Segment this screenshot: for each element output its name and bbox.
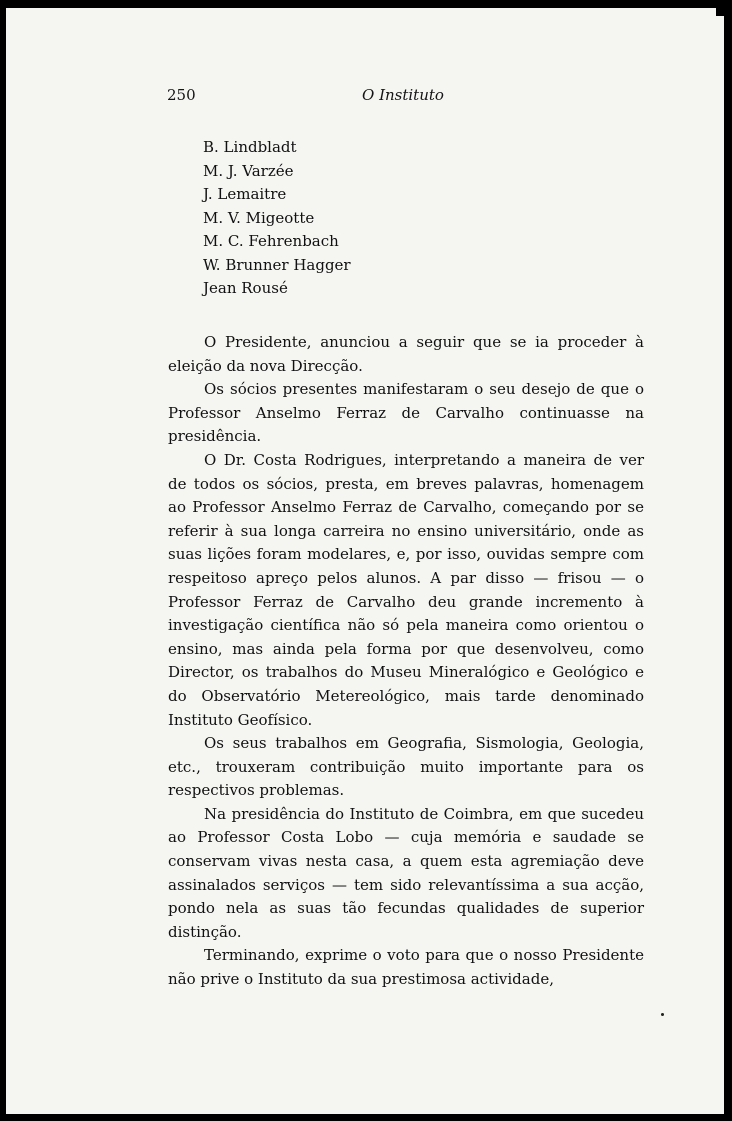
running-header xyxy=(167,86,645,110)
paragraph: Os sócios presentes manifestaram o seu desejo de que o Professor Anselmo Ferraz de Carvalho continuasse na presidência. xyxy=(168,380,644,446)
paragraph: Na presidência do Instituto de Coimbra, em que sucedeu ao Professor Costa Lobo — cuja memória e saudade se conservam vivas nesta casa, a quem esta agremiação deve assinalados serviços — tem sido relevantíssima a sua acção, pondo nela as suas tão fecundas qualidades de superior distinção. xyxy=(168,804,644,941)
document-page xyxy=(6,8,724,1114)
body-text xyxy=(168,331,644,992)
paragraph: Terminando, exprime o voto para que o nosso Presidente não prive o Instituto da sua prestimosa actividade, xyxy=(168,946,644,989)
scan-speck xyxy=(661,1013,664,1016)
journal-title: O Instituto xyxy=(362,86,444,104)
member-name: Jean Rousé xyxy=(203,279,288,297)
member-name: J. Lemaitre xyxy=(203,185,287,203)
page-number: 250 xyxy=(167,86,196,104)
paragraph: Os seus trabalhos em Geografia, Sismologia, Geologia, etc., trouxeram contribuição muito importante para os respectivos problemas. xyxy=(168,734,644,800)
member-name: W. Brunner Hagger xyxy=(203,255,351,274)
member-name: M. V. Migeotte xyxy=(203,208,315,227)
scan-corner-mark xyxy=(716,8,724,16)
member-name: M. J. Varzée xyxy=(203,161,294,180)
member-name: M. C. Fehrenbach xyxy=(203,232,339,250)
member-name-list xyxy=(203,136,351,301)
member-name: B. Lindbladt xyxy=(203,138,297,156)
paragraph: O Dr. Costa Rodrigues, interpretando a maneira de ver de todos os sócios, presta, em breves palavras, homenagem ao Professor Anselmo Ferraz de Carvalho, começando por se referir à sua longa carreira no ensino universitário, onde as suas lições foram modelares, e, por isso, ouvidas sempre com respeitoso apreço pelos alunos. A par disso — frisou — o Professor Ferraz de Carvalho deu grande incremento à investigação científica não só pela maneira como orientou o ensino, mas ainda pela forma por que desenvolveu, como Director, os trabalhos do Museu Mineralógico e Geológico e do Observatório Metereológico, mais tarde denominado Instituto Geofísico. xyxy=(168,450,644,729)
paragraph: O Presidente, anunciou a seguir que se ia proceder à eleição da nova Direcção. xyxy=(168,333,644,375)
